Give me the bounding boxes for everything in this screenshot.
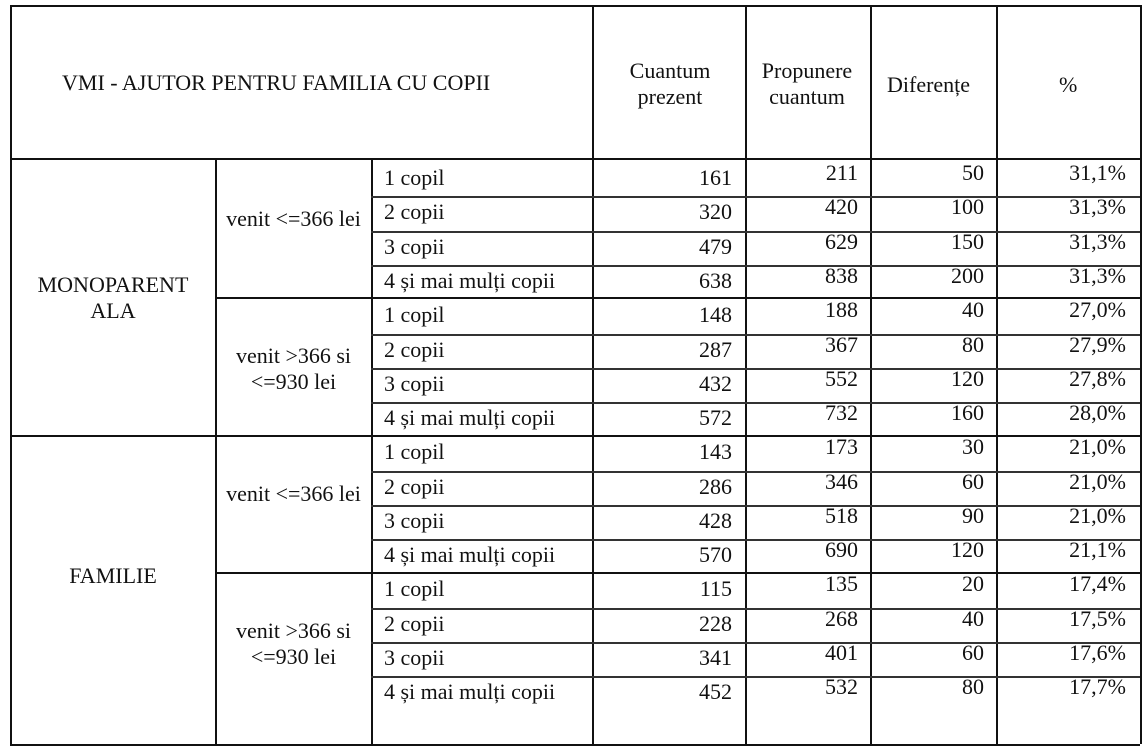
cell-difference: 40 xyxy=(962,297,984,322)
column-header-proposal: Propunere cuantum xyxy=(761,58,853,109)
cell-difference: 160 xyxy=(951,400,984,425)
group-label: FAMILIE xyxy=(69,563,157,588)
cell-children: 1 copil xyxy=(384,576,445,601)
table-border xyxy=(10,744,1140,746)
cell-children: 3 copii xyxy=(384,508,445,533)
cell-proposed-amount: 188 xyxy=(825,297,858,322)
income-band-label: venit <=366 lei xyxy=(226,206,361,231)
cell-current-amount: 320 xyxy=(699,199,732,224)
column-header-current: Cuantum prezent xyxy=(629,58,711,109)
cell-children: 3 copii xyxy=(384,234,445,259)
cell-percent: 17,6% xyxy=(1069,640,1126,665)
cell-percent: 17,7% xyxy=(1069,674,1126,699)
cell-difference: 60 xyxy=(962,469,984,494)
cell-current-amount: 479 xyxy=(699,234,732,259)
table-border xyxy=(996,5,998,744)
cell-difference: 150 xyxy=(951,229,984,254)
column-header-differences: Diferențe xyxy=(887,72,971,97)
cell-difference: 60 xyxy=(962,640,984,665)
cell-children: 3 copii xyxy=(384,371,445,396)
cell-percent: 27,8% xyxy=(1069,366,1126,391)
cell-percent: 21,0% xyxy=(1069,469,1126,494)
cell-children: 2 copii xyxy=(384,611,445,636)
cell-difference: 40 xyxy=(962,606,984,631)
cell-percent: 27,0% xyxy=(1069,297,1126,322)
cell-proposed-amount: 401 xyxy=(825,640,858,665)
cell-current-amount: 115 xyxy=(699,576,732,601)
table-border xyxy=(215,297,1140,299)
cell-difference: 90 xyxy=(962,503,984,528)
cell-difference: 200 xyxy=(951,263,984,288)
cell-percent: 28,0% xyxy=(1069,400,1126,425)
income-band-label: venit >366 si <=930 lei xyxy=(235,618,352,669)
table-border xyxy=(745,5,747,744)
cell-current-amount: 638 xyxy=(699,268,732,293)
cell-proposed-amount: 367 xyxy=(825,332,858,357)
cell-proposed-amount: 532 xyxy=(825,674,858,699)
cell-percent: 31,3% xyxy=(1069,194,1126,219)
cell-proposed-amount: 838 xyxy=(825,263,858,288)
cell-children: 4 și mai mulți copii xyxy=(384,542,556,567)
cell-difference: 120 xyxy=(951,537,984,562)
cell-current-amount: 148 xyxy=(699,302,732,327)
cell-proposed-amount: 346 xyxy=(825,469,858,494)
cell-proposed-amount: 211 xyxy=(825,160,858,185)
cell-children: 4 și mai mulți copii xyxy=(384,405,556,430)
cell-proposed-amount: 518 xyxy=(825,503,858,528)
table-border xyxy=(1140,5,1142,744)
cell-proposed-amount: 629 xyxy=(825,229,858,254)
cell-percent: 31,1% xyxy=(1069,160,1126,185)
cell-children: 2 copii xyxy=(384,337,445,362)
cell-children: 4 și mai mulți copii xyxy=(384,268,556,293)
cell-children: 1 copil xyxy=(384,439,445,464)
table-border xyxy=(10,5,12,744)
cell-children: 1 copil xyxy=(384,165,445,190)
cell-current-amount: 428 xyxy=(699,508,732,533)
cell-proposed-amount: 732 xyxy=(825,400,858,425)
cell-proposed-amount: 268 xyxy=(825,606,858,631)
cell-current-amount: 432 xyxy=(699,371,732,396)
table-border xyxy=(10,5,1140,7)
cell-proposed-amount: 173 xyxy=(825,434,858,459)
cell-current-amount: 287 xyxy=(699,337,732,362)
cell-difference: 50 xyxy=(962,160,984,185)
cell-proposed-amount: 135 xyxy=(825,571,858,596)
cell-current-amount: 341 xyxy=(699,645,732,670)
cell-children: 4 și mai mulți copii xyxy=(384,679,556,704)
cell-proposed-amount: 690 xyxy=(825,537,858,562)
cell-percent: 21,0% xyxy=(1069,434,1126,459)
table-border xyxy=(371,158,373,744)
cell-difference: 80 xyxy=(962,674,984,699)
cell-current-amount: 228 xyxy=(699,611,732,636)
cell-difference: 80 xyxy=(962,332,984,357)
income-band-label: venit >366 si <=930 lei xyxy=(235,343,352,394)
cell-current-amount: 161 xyxy=(699,165,732,190)
cell-percent: 17,4% xyxy=(1069,571,1126,596)
cell-proposed-amount: 552 xyxy=(825,366,858,391)
cell-proposed-amount: 420 xyxy=(825,194,858,219)
cell-percent: 31,3% xyxy=(1069,229,1126,254)
table-border xyxy=(215,572,1140,574)
cell-children: 2 copii xyxy=(384,199,445,224)
group-label: MONOPARENT ALA xyxy=(37,272,189,323)
cell-difference: 20 xyxy=(962,571,984,596)
table-border xyxy=(870,5,872,744)
cell-children: 1 copil xyxy=(384,302,445,327)
cell-current-amount: 452 xyxy=(699,679,732,704)
column-header-percent: % xyxy=(1059,72,1078,97)
income-band-label: venit <=366 lei xyxy=(226,481,361,506)
cell-current-amount: 143 xyxy=(699,439,732,464)
cell-children: 2 copii xyxy=(384,474,445,499)
table-border xyxy=(215,158,217,744)
table-title: VMI - AJUTOR PENTRU FAMILIA CU COPII xyxy=(62,70,491,95)
cell-percent: 21,0% xyxy=(1069,503,1126,528)
cell-difference: 120 xyxy=(951,366,984,391)
cell-percent: 17,5% xyxy=(1069,606,1126,631)
cell-current-amount: 572 xyxy=(699,405,732,430)
cell-difference: 30 xyxy=(962,434,984,459)
cell-percent: 21,1% xyxy=(1069,537,1126,562)
cell-current-amount: 286 xyxy=(699,474,732,499)
cell-current-amount: 570 xyxy=(699,542,732,567)
cell-percent: 27,9% xyxy=(1069,332,1126,357)
table-border xyxy=(592,5,594,744)
cell-difference: 100 xyxy=(951,194,984,219)
cell-children: 3 copii xyxy=(384,645,445,670)
cell-percent: 31,3% xyxy=(1069,263,1126,288)
